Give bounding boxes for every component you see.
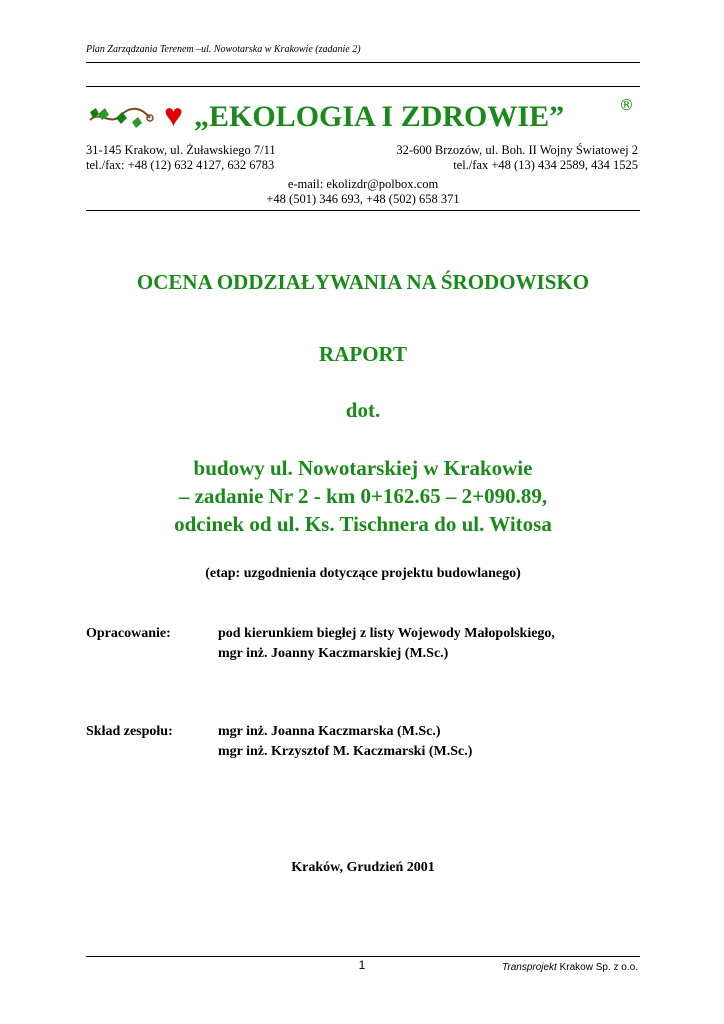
footer-company — [502, 962, 638, 973]
company-name-italic: Transprojekt — [502, 962, 557, 973]
document-title: OCENA ODDZIAŁYWANIA NA ŚRODOWISKO — [136, 270, 590, 294]
stage-note: (etap: uzgodnienia dotyczące projektu budowlanego) — [205, 566, 521, 581]
email-line: e-mail: ekolizdr@polbox.com — [287, 177, 439, 191]
page-number: 1 — [358, 958, 366, 972]
footer-rule — [86, 956, 640, 957]
prepared-values — [218, 624, 555, 664]
letterhead-bottom-rule — [86, 210, 640, 211]
header-rule — [86, 62, 640, 63]
subject-line: – zadanie Nr 2 - km 0+162.65 – 2+090.89, — [178, 484, 548, 508]
address-krakow — [86, 143, 276, 173]
report-label: RAPORT — [319, 342, 407, 366]
contact-center — [86, 177, 640, 207]
registered-mark: ® — [619, 96, 634, 114]
place-date: Kraków, Grudzień 2001 — [291, 860, 435, 875]
subject-block — [86, 454, 640, 538]
heart-icon: ♥ — [164, 97, 183, 133]
team-member: mgr inż. Joanna Kaczmarska (M.Sc.) — [218, 724, 441, 739]
address-brzozow — [396, 143, 638, 173]
vine-leaves-icon — [86, 100, 156, 134]
dot-label: dot. — [345, 398, 381, 422]
team — [86, 722, 640, 766]
team-label: Skład zespołu: — [86, 724, 173, 739]
address-line: 31-145 Krakow, ul. Żuławskiego 7/11 — [86, 143, 276, 157]
subject-line: budowy ul. Nowotarskiej w Krakowie — [193, 456, 533, 480]
phone-line: tel./fax: +48 (12) 632 4127, 632 6783 — [86, 158, 275, 172]
address-line: 32-600 Brzozów, ul. Boh. II Wojny Światowej 2 — [396, 143, 638, 157]
letterhead-logo — [86, 98, 640, 142]
prepared-label: Opracowanie: — [86, 626, 171, 641]
team-members — [218, 722, 472, 762]
prepared-line: pod kierunkiem biegłej z listy Wojewody Małopolskiego, — [218, 626, 555, 641]
running-header: Plan Zarządzania Terenem –ul. Nowotarska w Krakowie (zadanie 2) — [86, 44, 361, 55]
prepared-line: mgr inż. Joanny Kaczmarskiej (M.Sc.) — [218, 646, 449, 661]
company-name-rest: Krakow Sp. z o.o. — [556, 962, 638, 973]
subject-line: odcinek od ul. Ks. Tischnera do ul. Witosa — [174, 512, 552, 536]
organization-name: „EKOLOGIA I ZDROWIE” — [194, 100, 565, 133]
letterhead-top-rule — [86, 86, 640, 87]
mobile-line: +48 (501) 346 693, +48 (502) 658 371 — [266, 192, 460, 206]
phone-line: tel./fax +48 (13) 434 2589, 434 1525 — [453, 158, 638, 172]
team-member: mgr inż. Krzysztof M. Kaczmarski (M.Sc.) — [218, 744, 473, 759]
prepared-by — [86, 624, 640, 668]
